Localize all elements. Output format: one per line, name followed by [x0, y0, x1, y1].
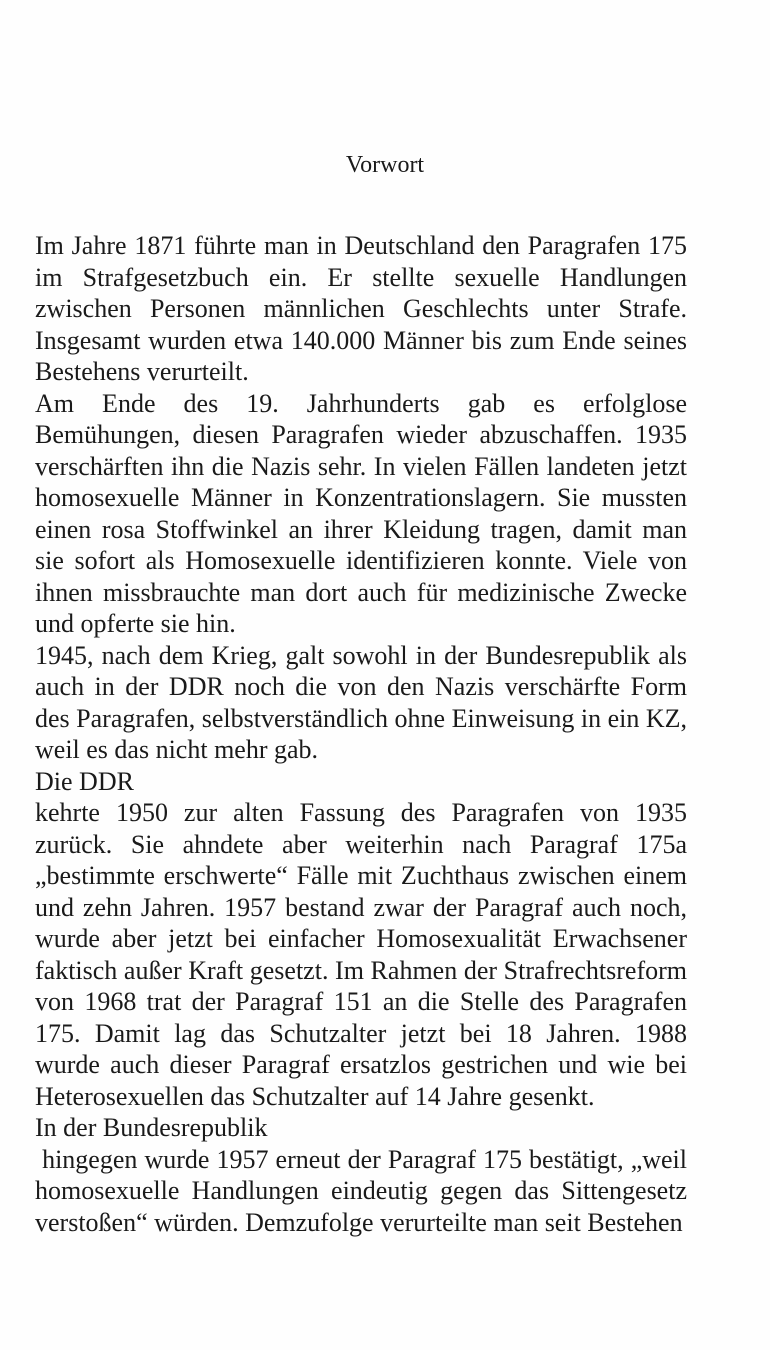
- paragraph-5: hingegen wurde 1957 erneut der Paragraf 175 bestätigt, „weil homosexuelle Handlungen eindeutig gegen das Sittengesetz verstoßen“ würden. Demzufolge verurteilte man seit Bestehen: [35, 1144, 694, 1237]
- body-text: [35, 230, 694, 1238]
- paragraph-4: kehrte 1950 zur alten Fassung des Paragrafen von 1935 zurück. Sie ahndete aber weiterhin nach Paragraf 175a „bestimmte erschwerte“ Fälle mit Zuchthaus zwischen einem und zehn Jahren. 1957 bestand zwar der Paragraf auch noch, wurde aber jetzt bei einfacher Homosexualität Erwachsener faktisch außer Kraft gesetzt. Im Rahmen der Strafrechtsreform von 1968 trat der Paragraf 151 an die Stelle des Paragrafen 175. Damit lag das Schutzalter jetzt bei 18 Jahren. 1988 wurde auch dieser Paragraf ersatzlos gestrichen und wie bei Heterosexuellen das Schutzalter auf 14 Jahre gesenkt.: [35, 798, 687, 1111]
- section-heading-ddr: Die DDR: [35, 766, 134, 796]
- section-heading-bundesrepublik: In der Bundesrepublik: [35, 1113, 268, 1142]
- paragraph-3: 1945, nach dem Krieg, galt sowohl in der Bundesrepublik als auch in der DDR noch die von den Nazis verschärfte Form des Paragrafen, selbstverständlich ohne Einweisung in ein KZ, weil es das nicht mehr gab.: [35, 640, 687, 764]
- paragraph-1: Im Jahre 1871 führte man in Deutschland den Paragrafen 175 im Strafgesetzbuch ein. Er stellte sexuelle Handlungen zwischen Personen männlichen Geschlechts unter Strafe. Insgesamt wurden etwa 140.000 Männer bis zum Ende seines Bestehens verurteilt.: [35, 231, 687, 386]
- paragraph-2: Am Ende des 19. Jahrhunderts gab es erfolglose Bemühungen, diesen Paragrafen wieder abzuschaffen. 1935 verschärften ihn die Nazis sehr. In vielen Fällen landeten jetzt homosexuelle Männer in Konzentrationslagern. Sie mussten einen rosa Stoffwinkel an ihrer Kleidung tragen, damit man sie sofort als Homosexuelle identifizieren konnte. Viele von ihnen missbrauchte man dort auch für medizinische Zwecke und opferte sie hin.: [35, 388, 687, 638]
- page-title: Vorwort: [345, 152, 425, 178]
